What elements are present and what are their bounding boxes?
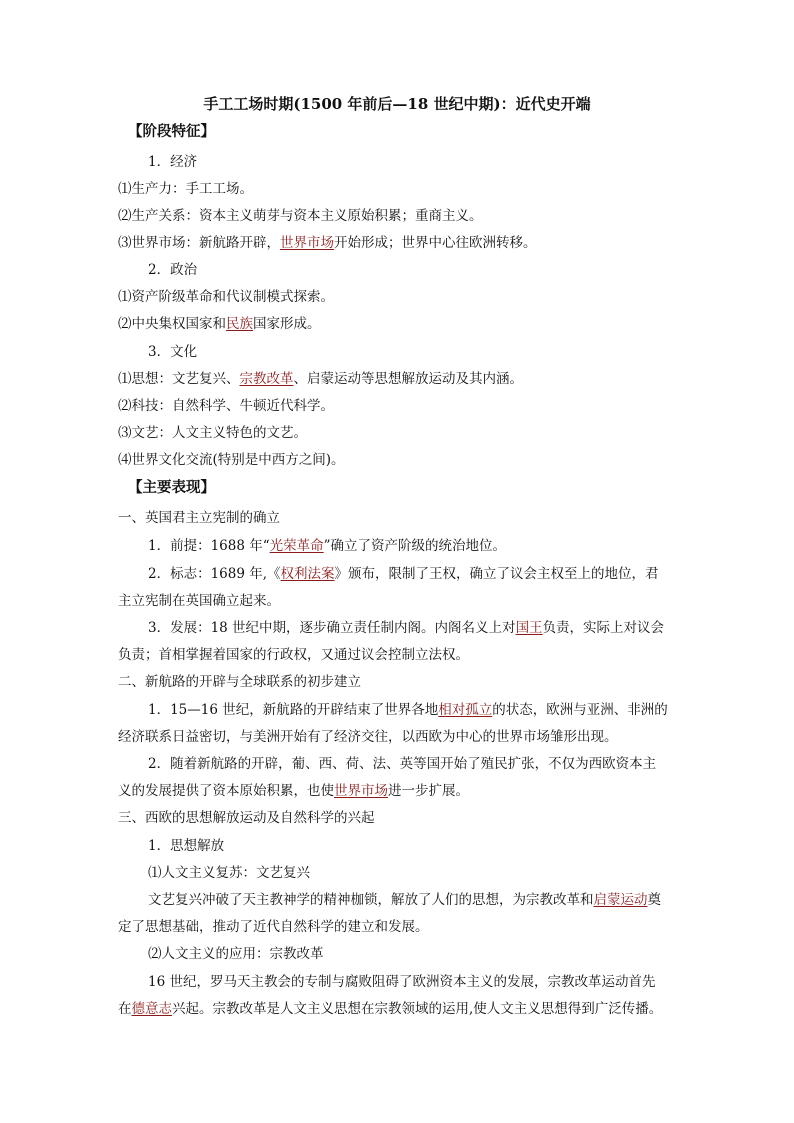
link-world-market-2[interactable]: 世界市场 [334,783,388,799]
s2-item-2: 2．随着新航路的开辟，葡、西、荷、法、英等国开始了殖民扩张，不仅为西欧资本主 [148,756,657,772]
s1-item-1 [148,534,506,554]
s3-item-1-1: ⑴人文主义复苏：文艺复兴 [148,865,310,881]
text: ⑶世界市场：新航路开辟， [118,235,280,251]
s3-item-1: 1．思想解放 [148,838,225,854]
subsection-3-heading: 三、西欧的思想解放运动及自然科学的兴起 [118,810,375,826]
section-heading-features: 【阶段特征】 [128,123,215,140]
text: 2．标志：1689 年,《 [148,566,281,582]
text: 的状态，欧洲与亚洲、非洲的 [492,702,668,718]
s3-para-1-cont: 定了思想基础，推动了近代自然科学的建立和发展。 [118,919,429,935]
link-germany[interactable]: 德意志 [131,1001,172,1017]
text: 》颁布，限制了王权，确立了议会主权至上的地位，君 [334,566,659,582]
text: 、启蒙运动等思想解放运动及其内涵。 [293,371,523,387]
text: ”确立了资产阶级的统治地位。 [323,538,507,554]
text: 在 [118,1001,132,1017]
s2-item-1 [148,698,668,718]
link-enlightenment[interactable]: 启蒙运动 [593,892,648,908]
subsection-1-heading: 一、英国君主立宪制的确立 [118,510,280,526]
economy-line-2: ⑵生产关系：资本主义萌芽与资本主义原始积累；重商主义。 [118,208,483,224]
culture-line-4: ⑷世界文化交流(特别是中西方之间)。 [118,452,345,468]
s2-item-2-cont [118,779,469,799]
link-reformation[interactable]: 宗教改革 [239,371,294,387]
politics-heading: 2．政治 [148,262,198,278]
section-heading-performance: 【主要表现】 [128,479,215,496]
text: 3．发展：18 世纪中期，逐步确立责任制内阁。内阁名义上对 [148,620,516,636]
subsection-2-heading: 二、新航路的开辟与全球联系的初步建立 [118,674,361,690]
text: 义的发展提供了资本原始积累，也使 [118,783,334,799]
text: ⑵中央集权国家和 [118,316,226,332]
culture-line-2: ⑵科技：自然科学、牛顿近代科学。 [118,398,334,414]
culture-heading: 3．文化 [148,344,198,360]
text: 兴起。宗教改革是人文主义思想在宗教领域的运用,使人文主义思想得到广泛传播。 [172,1001,663,1017]
text: 负责，实际上对议会 [542,620,665,636]
text: 1．15—16 世纪，新航路的开辟结束了世界各地 [148,702,439,718]
s1-item-3-cont: 负责；首相掌握着国家的行政权，又通过议会控制立法权。 [118,647,469,663]
text: ⑴思想：文艺复兴、 [118,371,240,387]
link-relative-isolation[interactable]: 相对孤立 [438,702,493,718]
s3-item-1-2: ⑵人文主义的应用：宗教改革 [148,946,324,962]
page-title: 手工工场时期(1500 年前后—18 世纪中期)：近代史开端 [203,95,591,113]
text: 奠 [647,892,661,908]
link-king[interactable]: 国王 [515,620,543,636]
text: 文艺复兴冲破了天主教神学的精神枷锁，解放了人们的思想，为宗教改革和 [148,892,594,908]
economy-line-1: ⑴生产力：手工工场。 [118,181,253,197]
s3-para-2-cont [118,997,662,1017]
link-nation[interactable]: 民族 [226,316,253,332]
text: 进一步扩展。 [388,783,469,799]
text: 国家形成。 [253,316,321,332]
link-bill-of-rights[interactable]: 权利法案 [280,566,335,582]
politics-line-2 [118,312,321,332]
link-glorious-revolution[interactable]: 光荣革命 [269,538,324,554]
s3-para-1 [148,888,661,908]
economy-heading: 1．经济 [148,154,198,170]
text: 开始形成；世界中心往欧洲转移。 [334,235,537,251]
s1-item-2-cont: 主立宪制在英国确立起来。 [118,593,280,609]
text: 1．前提：1688 年“ [148,538,270,554]
culture-line-3: ⑶文艺：人文主义特色的文艺。 [118,425,307,441]
politics-line-1: ⑴资产阶级革命和代议制模式探索。 [118,289,334,305]
s1-item-3 [148,616,664,636]
link-world-market[interactable]: 世界市场 [280,235,334,251]
culture-line-1 [118,367,523,387]
economy-line-3 [118,231,537,251]
s1-item-2 [148,562,659,582]
s3-para-2: 16 世纪，罗马天主教会的专制与腐败阻碍了欧洲资本主义的发展，宗教改革运动首先 [148,974,656,990]
s2-item-1-cont: 经济联系日益密切，与美洲开始有了经济交往，以西欧为中心的世界市场雏形出现。 [118,729,618,745]
